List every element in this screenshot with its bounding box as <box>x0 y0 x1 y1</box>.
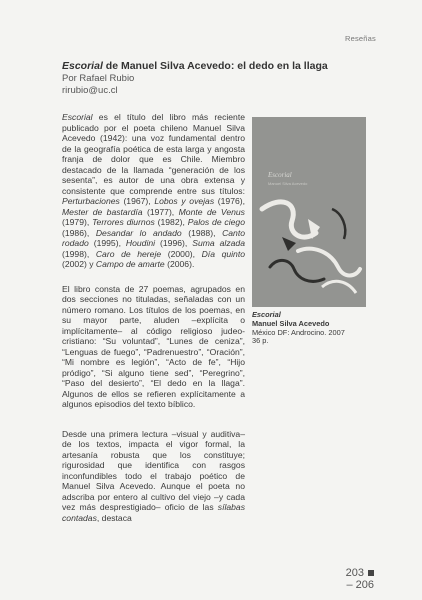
text-run: Monte de Venus <box>178 206 245 217</box>
text-run: Desde una primera lectura –visual y auditiva– de los textos, impacta el vigor formal, la artesanía robusta que los constituye; rigurosidad que identifica con rasgos inconfundibles todo el trabajo poético de Manuel Silva Acevedo. Aunque el poeta no adscriba por entero al cultivo del viejo –y cada vez más desprestigiado– oficio de las <box>62 428 245 512</box>
author-email: rirubio@uc.cl <box>62 85 118 96</box>
text-run: Terrores diurnos <box>92 217 155 227</box>
text-run: (1967), <box>119 196 155 206</box>
text-run: Campo de amarte <box>95 259 165 269</box>
text-run: (1977), <box>142 206 179 217</box>
byline: Por Rafael Rubio <box>62 73 135 84</box>
text-run: (1998), <box>62 248 96 259</box>
page-marker-square <box>368 570 374 576</box>
title-rest: de Manuel Silva Acevedo: el dedo en la llaga <box>102 60 328 72</box>
text-run: El libro consta de 27 poemas, agrupados en dos secciones no tituladas, señaladas con un número romano. Los títulos de los poemas, en su mayor parte, aluden –explícita o implícitamente– al código religioso judeo-cristiano: “Su voluntad”, “Lunes de ceniza”, “Lenguas de fuego”, “Padrenuestro”, “Oración”, “Mi nombre es legión”, “Acto de fe”, “Hijo pródigo”, “Si alguno tiene sed”, “Peregrino”, “Paso del desierto”, “El dedo en la llaga”. Algunos de ellos se refieren explícitamente a algunos episodios del texto bíblico. <box>62 283 245 409</box>
text-run: (1986), <box>62 227 96 238</box>
article-header <box>62 60 382 97</box>
text-run: (1976), <box>214 196 246 206</box>
text-run: (2002) y <box>62 259 96 269</box>
paragraph-2 <box>62 284 245 410</box>
body-column <box>62 112 245 533</box>
text-run: (1988), <box>181 227 223 238</box>
text-run: Perturbaciones <box>62 196 120 206</box>
cover-title-text: Escorial <box>268 171 292 179</box>
text-run: (2006). <box>164 259 195 269</box>
text-run: Desandar lo andado <box>95 227 182 238</box>
title-italic: Escorial <box>62 60 103 72</box>
caption-publisher: México DF: Androcino. 2007 <box>252 327 345 337</box>
text-run: Escorial <box>62 112 93 122</box>
text-run: Caro de hereje <box>95 248 162 259</box>
text-run: Houdini <box>125 238 156 248</box>
text-run: Suma alzada <box>192 238 245 248</box>
article-title <box>62 60 382 73</box>
text-run: (1979), <box>62 217 93 227</box>
page-number: 203 <box>345 567 364 579</box>
text-run: Lobos y ovejas <box>154 196 215 206</box>
caption-author: Manuel Silva Acevedo <box>252 318 330 328</box>
caption-title: Escorial <box>252 310 281 319</box>
text-run: , destaca <box>96 512 132 523</box>
text-run: (1995), <box>88 238 126 248</box>
text-run: (1996), <box>155 238 193 248</box>
caption-pages: 36 p. <box>252 336 269 346</box>
text-run: Canto rodado <box>62 227 245 248</box>
book-cover-image <box>252 117 366 307</box>
paragraph-1 <box>62 112 245 270</box>
section-label: Reseñas <box>344 34 376 43</box>
text-run: (2000), <box>161 248 202 259</box>
text-run: Palos de ciego <box>187 217 245 227</box>
cover-author-text: Manuel Silva Acevedo <box>268 181 308 186</box>
text-run: Día quinto <box>201 248 245 259</box>
text-run: (1982), <box>154 217 188 227</box>
page-numbers <box>346 567 374 591</box>
text-run: sílabas contadas <box>62 502 245 523</box>
book-caption <box>252 311 382 346</box>
page-number-secondary: – 206 <box>346 579 374 591</box>
paragraph-3 <box>62 429 245 524</box>
text-run: Mester de bastardía <box>62 206 143 217</box>
text-run: es el título del libro más reciente publicado por el poeta chileno Manuel Silva Acevedo (1942): una voz fundamental dentro de la geografía poética de esta larga y angosta franja de dolor que es Chile. Miembro destacado de la llamada “generación de los sesenta”, es autor de una obra extensa y consistente que comprende entre sus títulos: <box>62 112 245 196</box>
